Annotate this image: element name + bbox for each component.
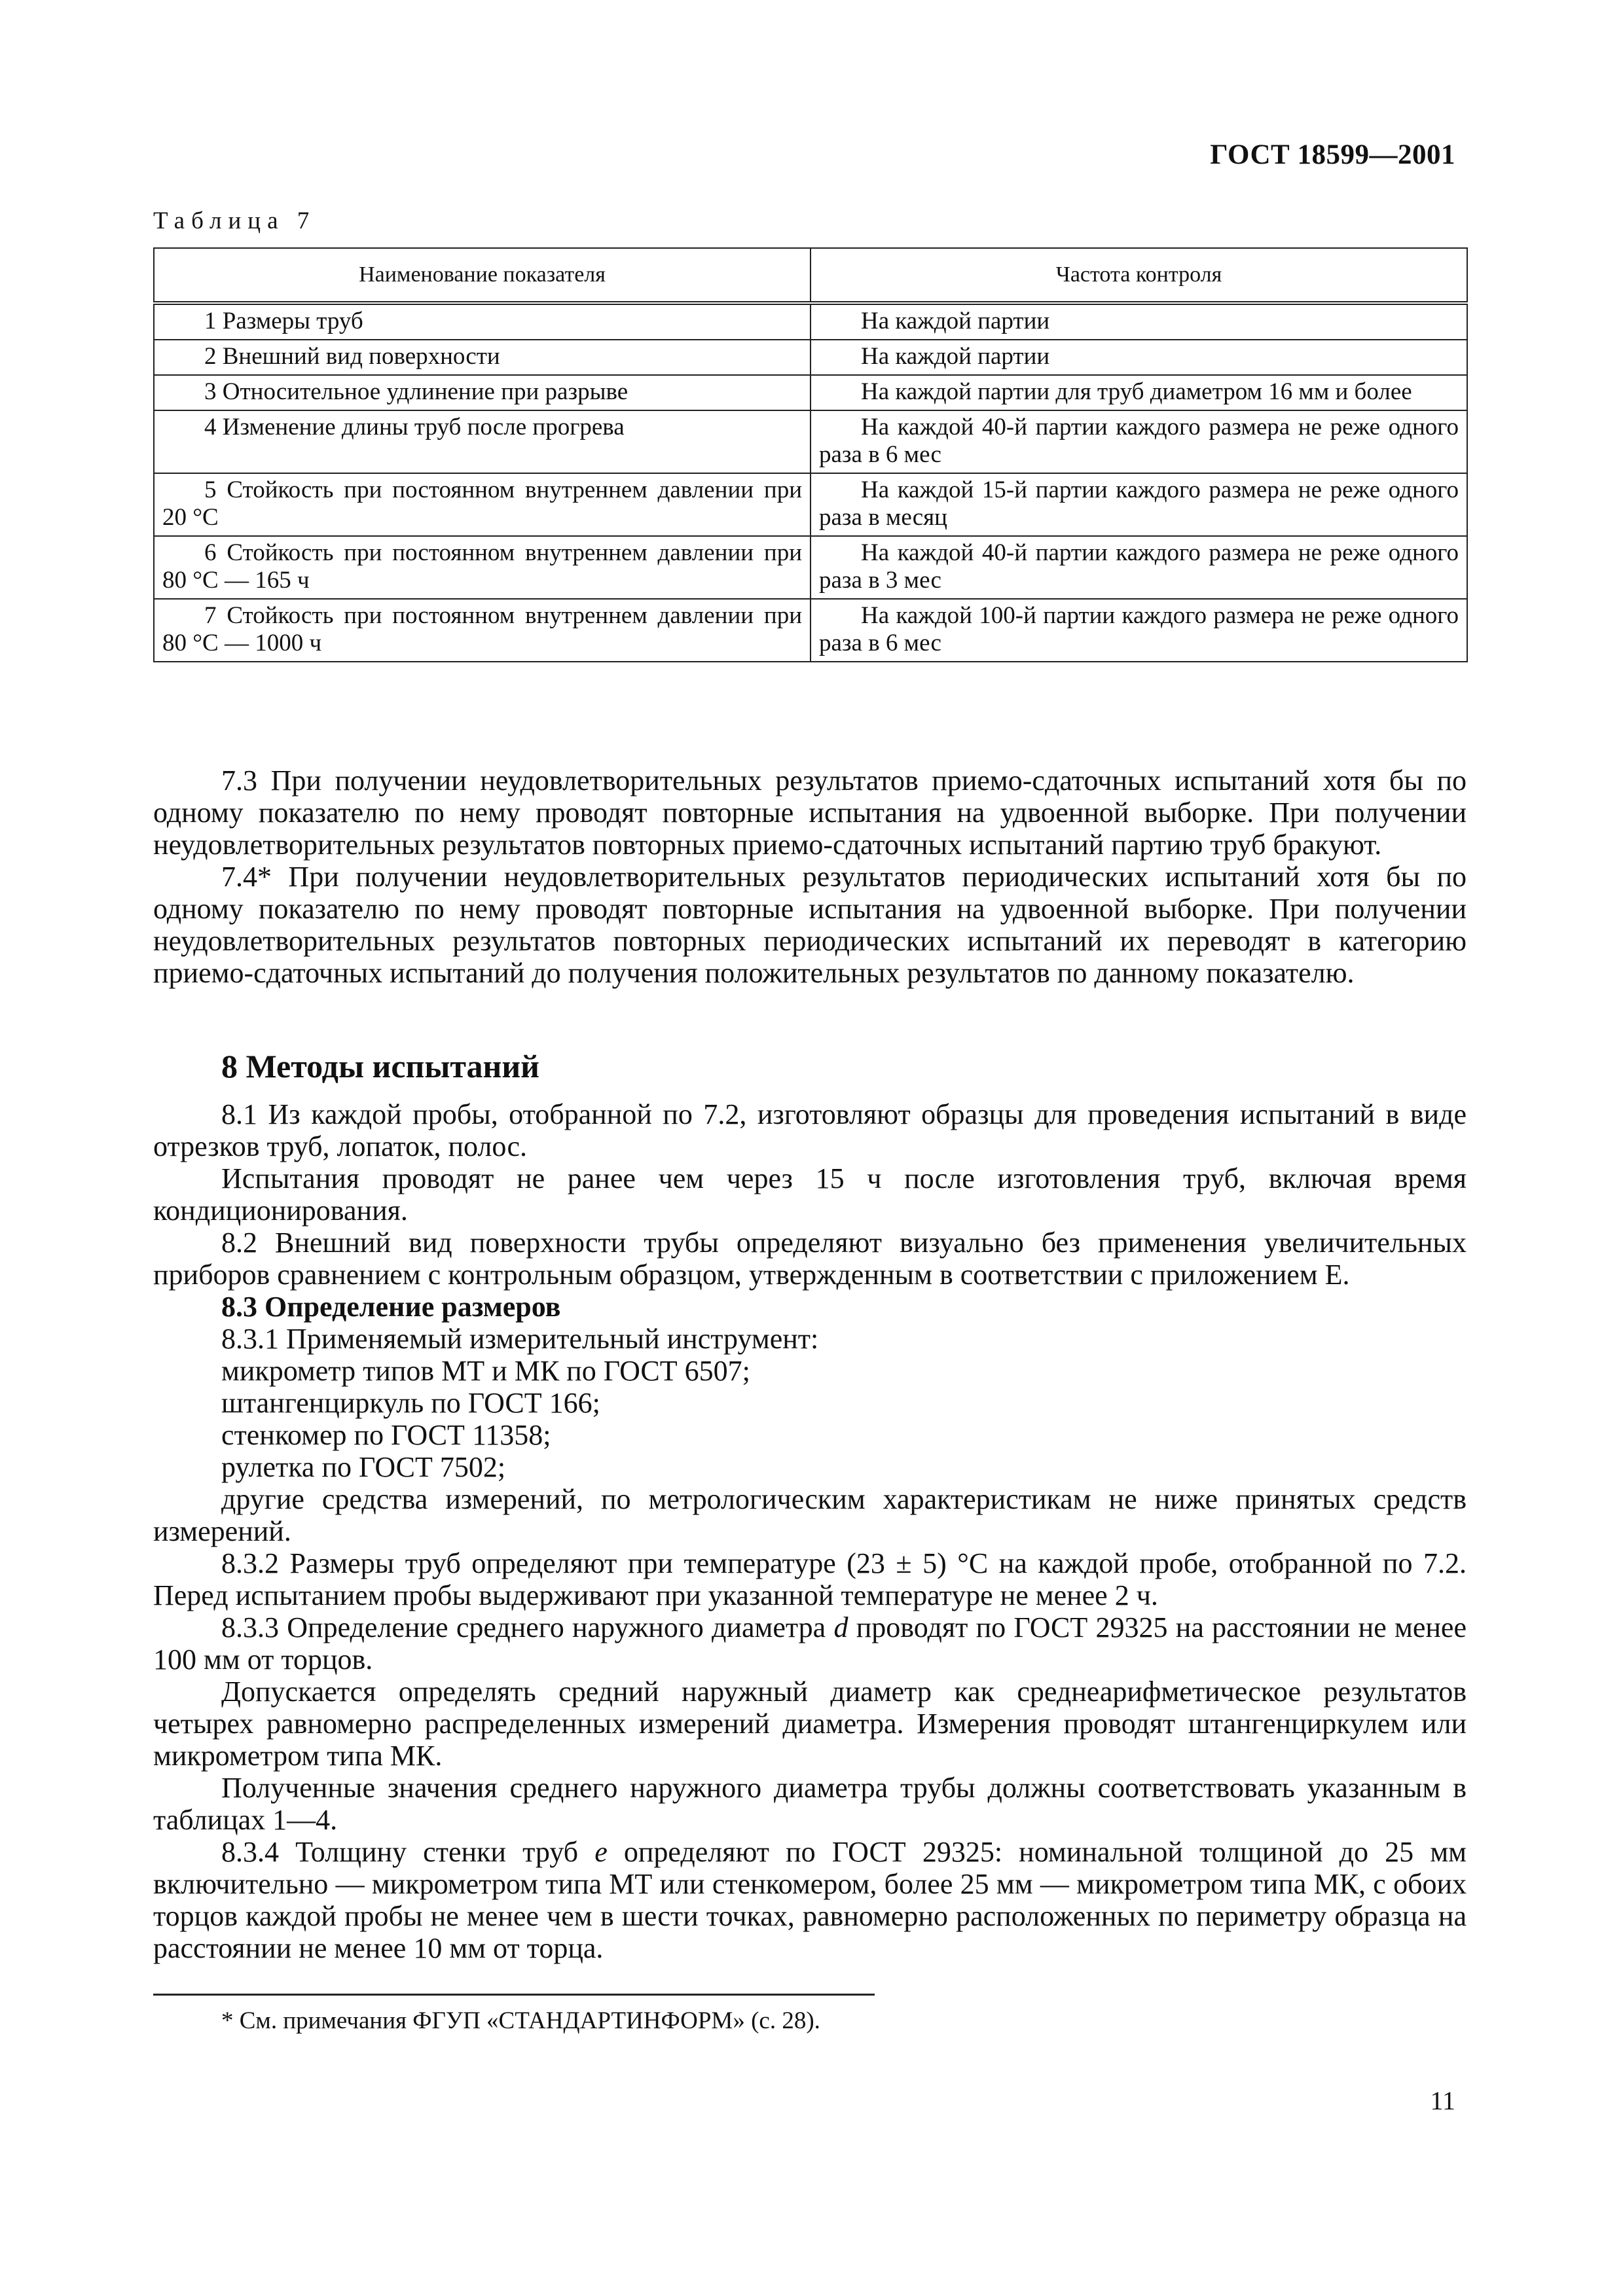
indicator-cell: 2 Внешний вид поверхности bbox=[154, 340, 811, 375]
section-8-text bbox=[153, 1098, 1467, 1964]
paragraph-8-3-3-tables: Полученные значения среднего наружного диаметра трубы должны соответствовать указанным в таблицах 1—4. bbox=[153, 1772, 1467, 1836]
table-row bbox=[154, 473, 1467, 536]
table-row bbox=[154, 303, 1467, 340]
control-frequency-table bbox=[153, 247, 1468, 662]
paragraph-other-instruments: другие средства измерений, по метрологическим характеристикам не ниже принятых средств измерений. bbox=[153, 1483, 1467, 1547]
paragraph-8-1-conditioning: Испытания проводят не ранее чем через 15 ч после изготовления труб, включая время кондиционирования. bbox=[153, 1162, 1467, 1227]
instrument-item: микрометр типов МТ и МК по ГОСТ 6507; bbox=[221, 1355, 750, 1387]
subheading-8-3: 8.3 Определение размеров bbox=[221, 1291, 561, 1323]
frequency-cell: На каждой 100-й партии каждого размера не реже одного раза в 6 мес bbox=[811, 599, 1467, 662]
indicator-cell: 3 Относительное удлинение при разрыве bbox=[154, 375, 811, 410]
indicator-cell: 1 Размеры труб bbox=[154, 303, 811, 340]
standard-code: ГОСТ 18599—2001 bbox=[1210, 139, 1455, 170]
paragraph-8-3-1: 8.3.1 Применяемый измерительный инструмент: bbox=[221, 1323, 819, 1355]
indicator-cell: 6 Стойкость при постоянном внутреннем давлении при 80 °С — 165 ч bbox=[154, 536, 811, 599]
frequency-cell: На каждой 40-й партии каждого размера не реже одного раза в 6 мес bbox=[811, 410, 1467, 473]
instrument-item: стенкомер по ГОСТ 11358; bbox=[221, 1419, 551, 1451]
table-row bbox=[154, 410, 1467, 473]
footnote: * См. примечания ФГУП «СТАНДАРТИНФОРМ» (с. 28). bbox=[221, 2007, 820, 2034]
table-row bbox=[154, 375, 1467, 410]
paragraph-8-3-4: 8.3.4 Толщину стенки труб e определяют по ГОСТ 29325: номинальной толщиной до 25 мм включительно — микрометром типа МТ или стенкомером, более 25 мм — микрометром типа МК, с обоих торцов каждой пробы не менее чем в шести точках, равномерно расположенных по периметру образца на расстоянии не менее 10 мм от торца. bbox=[153, 1836, 1467, 1964]
paragraph-8-1: 8.1 Из каждой пробы, отобранной по 7.2, изготовляют образцы для проведения испытаний в виде отрезков труб, лопаток, полос. bbox=[153, 1098, 1467, 1162]
paragraph-7-4: 7.4* При получении неудовлетворительных результатов периодических испытаний хотя бы по одному показателю по нему проводят повторные испытания на удвоенной выборке. При получении неудовлетворительных результатов повторных периодических испытаний их переводят в категорию приемо-сдаточных испытаний до получения положительных результатов по данному показателю. bbox=[153, 861, 1467, 989]
column-header-frequency: Частота контроля bbox=[811, 248, 1467, 303]
paragraph-8-3-3-averaging: Допускается определять средний наружный диаметр как среднеарифметическое результатов четырех равномерно распределенных измерений диаметра. Измерения проводят штангенциркулем или микрометром типа МК. bbox=[153, 1676, 1467, 1772]
paragraph-8-3-2: 8.3.2 Размеры труб определяют при температуре (23 ± 5) °С на каждой пробе, отобранной по 7.2. Перед испытанием пробы выдерживают при указанной температуре не менее 2 ч. bbox=[153, 1547, 1467, 1611]
paragraph-7-3: 7.3 При получении неудовлетворительных результатов приемо-сдаточных испытаний хотя бы по одному показателю по нему проводят повторные испытания на удвоенной выборке. При получении неудовлетворительных результатов повторных приемо-сдаточных испытаний партию труб бракуют. bbox=[153, 764, 1467, 861]
table-row bbox=[154, 599, 1467, 662]
table-caption: Таблица 7 bbox=[153, 207, 316, 234]
indicator-cell: 5 Стойкость при постоянном внутреннем давлении при 20 °С bbox=[154, 473, 811, 536]
instrument-item: рулетка по ГОСТ 7502; bbox=[221, 1451, 506, 1483]
frequency-cell: На каждой партии для труб диаметром 16 мм и более bbox=[811, 375, 1467, 410]
frequency-cell: На каждой партии bbox=[811, 340, 1467, 375]
instrument-item: штангенциркуль по ГОСТ 166; bbox=[221, 1387, 600, 1419]
table-row bbox=[154, 536, 1467, 599]
paragraph-8-3-3: 8.3.3 Определение среднего наружного диаметра d проводят по ГОСТ 29325 на расстоянии не менее 100 мм от торцов. bbox=[153, 1611, 1467, 1676]
diameter-symbol: d bbox=[833, 1611, 848, 1643]
frequency-cell: На каждой партии bbox=[811, 303, 1467, 340]
footnote-divider bbox=[153, 1994, 875, 1996]
paragraph-8-2: 8.2 Внешний вид поверхности трубы определяют визуально без применения увеличительных приборов сравнением с контрольным образцом, утвержденным в соответствии с приложением Е. bbox=[153, 1227, 1467, 1291]
section-8-heading: 8 Методы испытаний bbox=[221, 1048, 539, 1085]
indicator-cell: 7 Стойкость при постоянном внутреннем давлении при 80 °С — 1000 ч bbox=[154, 599, 811, 662]
indicator-cell: 4 Изменение длины труб после прогрева bbox=[154, 410, 811, 473]
section-7-text bbox=[153, 764, 1467, 989]
frequency-cell: На каждой 15-й партии каждого размера не реже одного раза в месяц bbox=[811, 473, 1467, 536]
table-row bbox=[154, 340, 1467, 375]
table-header-row bbox=[154, 248, 1467, 303]
column-header-indicator: Наименование показателя bbox=[154, 248, 811, 303]
wall-thickness-symbol: e bbox=[594, 1836, 608, 1868]
page-number: 11 bbox=[1430, 2086, 1455, 2115]
frequency-cell: На каждой 40-й партии каждого размера не реже одного раза в 3 мес bbox=[811, 536, 1467, 599]
